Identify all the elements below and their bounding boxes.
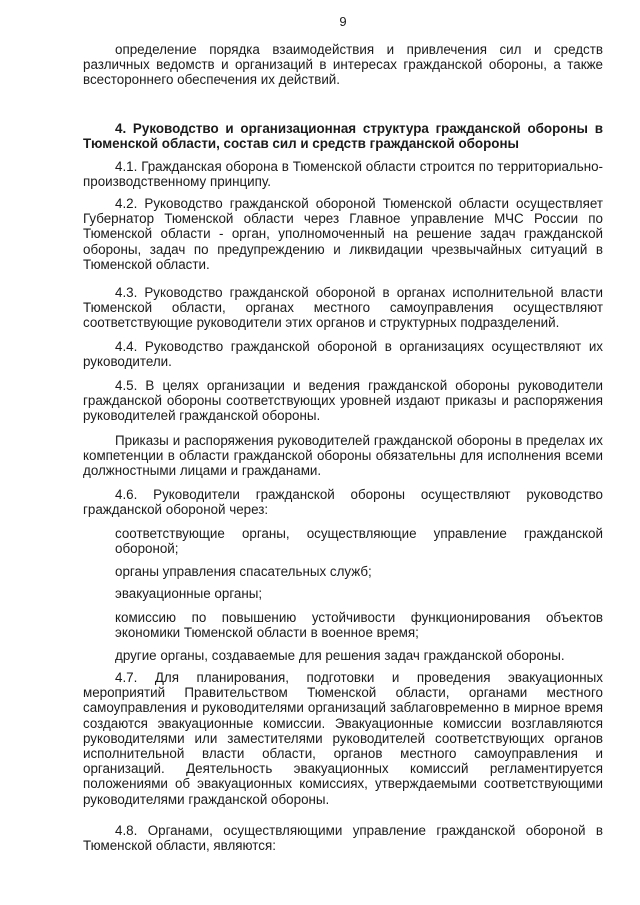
paragraph-4-7: 4.7. Для планирования, подготовки и проведения эвакуационных мероприятий Правительством Тюменской области, органами местного самоуправления и руководителями организаций заблаговременно в мирное время создаются эвакуационные комиссии. Эвакуационные комиссии возглавляются руководителями или заместителями руководителей соответствующих органов исполнительной власти области, органов местного самоуправления и организаций. Деятельность эвакуационных комиссий регламентируется положениями об эвакуационных комиссиях, утверждаемыми соответствующими руководителями гражданской обороны. [83,670,603,807]
list-item: комиссию по повышению устойчивости функционирования объектов экономики Тюменской области в военное время; [115,610,603,641]
list-item: органы управления спасательных служб; [115,564,372,579]
paragraph-4-6: 4.6. Руководители гражданской обороны осуществляют руководство гражданской обороной через: [83,487,603,518]
paragraph-4-4: 4.4. Руководство гражданской обороной в организациях осуществляют их руководители. [83,339,603,370]
paragraph-4-5: 4.5. В целях организации и ведения гражданской обороны руководители гражданской обороны соответствующих уровней издают приказы и распоряжения руководителей гражданской обороны. [83,378,603,424]
list-item: эвакуационные органы; [115,586,263,601]
intro-continuation-paragraph: определение порядка взаимодействия и привлечения сил и средств различных ведомств и организаций в интересах гражданской обороны, а также всестороннего обеспечения их действий. [83,42,603,88]
paragraph-4-3: 4.3. Руководство гражданской обороной в органах исполнительной власти Тюменской области, органах местного самоуправления осуществляют соответствующие руководители этих органов и структурных подразделений. [83,285,603,331]
paragraph-4-8: 4.8. Органами, осуществляющими управление гражданской обороной в Тюменской области, являются: [83,823,603,854]
list-item: другие органы, создаваемые для решения задач гражданской обороны. [115,648,565,663]
paragraph-4-1: 4.1. Гражданская оборона в Тюменской области строится по территориально-производственному принципу. [83,159,603,190]
page-number: 9 [339,14,347,29]
paragraph-4-2: 4.2. Руководство гражданской обороной Тюменской области осуществляет Губернатор Тюменской области через Главное управление МЧС России по Тюменской области - орган, уполномоченный на решение задач гражданской обороны, задач по предупреждению и ликвидации чрезвычайных ситуаций в Тюменской области. [83,196,603,272]
paragraph-4-5-continued: Приказы и распоряжения руководителей гражданской обороны в пределах их компетенции в области гражданской обороны обязательны для исполнения всеми должностными лицами и гражданами. [83,433,603,479]
section-heading: 4. Руководство и организационная структура гражданской обороны в Тюменской области, состав сил и средств гражданской обороны [83,121,603,152]
list-item: соответствующие органы, осуществляющие управление гражданской обороной; [115,526,603,557]
